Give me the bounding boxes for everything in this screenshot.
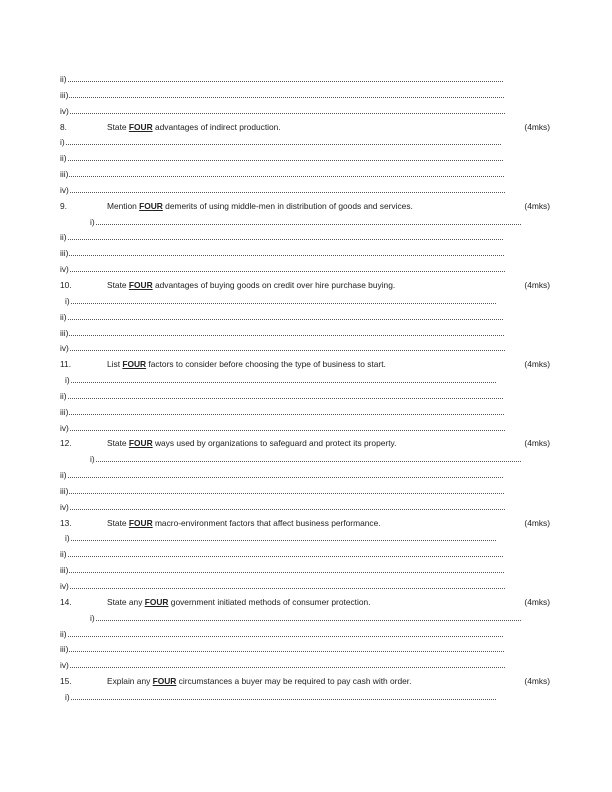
question-text (107, 595, 510, 611)
answer-blank[interactable] (68, 154, 503, 161)
answer-label: iv) (60, 264, 69, 275)
answer-line[interactable] (60, 468, 550, 484)
answer-line[interactable] (60, 88, 550, 104)
answer-blank[interactable] (96, 218, 521, 225)
answer-label: i) (90, 612, 95, 623)
answer-blank[interactable] (68, 630, 503, 637)
answer-blank[interactable] (70, 107, 505, 114)
question-post: ways used by organizations to safeguard and protect its property. (152, 438, 397, 449)
answer-line[interactable] (60, 341, 550, 357)
answer-label: iii) (60, 169, 69, 180)
question-pre: Explain any (107, 676, 153, 687)
answer-label: i) (65, 295, 70, 306)
question-15 (60, 674, 550, 690)
answer-blank[interactable] (68, 392, 503, 399)
answer-line[interactable] (60, 627, 550, 643)
answer-label: i) (90, 216, 95, 227)
answer-line[interactable] (60, 183, 550, 199)
answer-line[interactable] (60, 262, 550, 278)
answer-label: iv) (60, 581, 69, 591)
answer-blank[interactable] (69, 170, 504, 177)
answer-line[interactable] (60, 547, 550, 563)
question-marks: (4mks) (524, 676, 550, 687)
question-13 (60, 516, 550, 532)
question-post: advantages of indirect production. (152, 121, 281, 132)
question-number: 9. (60, 200, 67, 211)
answer-label: iv) (60, 343, 69, 354)
answer-label: ii) (60, 232, 67, 243)
question-12 (60, 436, 550, 452)
answer-line[interactable] (60, 151, 550, 167)
answer-line[interactable] (60, 215, 550, 231)
question-pre: State (107, 438, 129, 449)
answer-label: iii) (60, 89, 69, 100)
answer-blank[interactable] (68, 471, 503, 478)
answer-label: i) (90, 454, 95, 465)
question-keyword: FOUR (139, 200, 163, 211)
answer-label: iv) (60, 184, 69, 195)
answer-label: i) (65, 533, 70, 544)
answer-line[interactable] (60, 230, 550, 246)
answer-label: iv) (60, 105, 69, 116)
question-post: factors to consider before choosing the type of business to start. (146, 359, 386, 370)
answer-label: i) (65, 375, 70, 386)
answer-line[interactable] (60, 421, 550, 437)
answer-blank[interactable] (69, 645, 504, 652)
question-pre: State (107, 517, 129, 528)
question-text (107, 516, 510, 532)
question-post: demerits of using middle-men in distribution of goods and services. (162, 200, 413, 211)
answer-blank[interactable] (70, 424, 505, 431)
answer-line[interactable] (60, 484, 550, 500)
answer-label: iii) (60, 248, 69, 259)
answer-blank[interactable] (69, 91, 504, 98)
answer-label: ii) (60, 628, 67, 639)
answer-label: ii) (60, 74, 67, 84)
answer-blank[interactable] (70, 582, 505, 589)
answer-line[interactable] (60, 104, 550, 120)
exam-page (60, 72, 550, 706)
question-post: circumstances a buyer may be required to pay cash with order. (176, 676, 412, 687)
question-keyword: FOUR (128, 517, 153, 528)
answer-line[interactable] (60, 642, 550, 658)
answer-line[interactable] (60, 452, 550, 468)
answer-line[interactable] (60, 326, 550, 342)
question-marks: (4mks) (524, 517, 550, 528)
question-pre: List (107, 359, 123, 370)
answer-blank[interactable] (68, 75, 503, 82)
answer-line[interactable] (60, 389, 550, 405)
answer-blank[interactable] (70, 344, 505, 351)
answer-blank[interactable] (69, 249, 504, 256)
answer-label: ii) (60, 311, 67, 322)
question-keyword: FOUR (122, 359, 147, 370)
answer-line[interactable] (60, 294, 550, 310)
answer-line[interactable] (60, 373, 550, 389)
question-keyword: FOUR (144, 596, 169, 607)
question-pre: Mention (107, 200, 140, 211)
answer-label: i) (60, 137, 65, 148)
answer-label: ii) (60, 153, 67, 164)
answer-label: iv) (60, 660, 69, 671)
answer-label: ii) (60, 470, 67, 481)
answer-blank[interactable] (68, 550, 503, 557)
answer-blank[interactable] (71, 297, 496, 304)
answer-label: iii) (60, 485, 69, 496)
answer-line[interactable] (60, 611, 550, 627)
answer-line[interactable] (60, 500, 550, 516)
question-10 (60, 278, 550, 294)
question-marks: (4mks) (524, 279, 550, 290)
question-text (107, 199, 510, 215)
question-text (107, 674, 510, 690)
answer-blank[interactable] (71, 534, 496, 541)
question-keyword: FOUR (128, 279, 153, 290)
question-number: 15. (60, 676, 72, 687)
question-marks: (4mks) (524, 438, 550, 449)
question-number: 8. (60, 121, 67, 132)
answer-label: iv) (60, 422, 69, 433)
answer-label: ii) (60, 390, 67, 401)
answer-line[interactable] (60, 72, 550, 88)
answer-label: iii) (60, 327, 69, 338)
question-text (107, 278, 510, 294)
answer-line[interactable] (60, 658, 550, 674)
answer-blank[interactable] (71, 376, 496, 383)
answer-line[interactable] (60, 690, 550, 706)
answer-blank[interactable] (66, 138, 501, 145)
answer-line[interactable] (60, 531, 550, 547)
question-text (107, 357, 510, 373)
answer-blank[interactable] (70, 503, 505, 510)
question-number: 14. (60, 596, 72, 607)
question-number: 13. (60, 517, 72, 528)
answer-blank[interactable] (68, 313, 503, 320)
question-marks: (4mks) (524, 121, 550, 132)
answer-line[interactable] (60, 167, 550, 183)
question-text (107, 120, 510, 136)
question-number: 11. (60, 359, 72, 370)
question-post: government initiated methods of consumer protection. (168, 596, 371, 607)
question-keyword: FOUR (128, 121, 153, 132)
answer-blank[interactable] (70, 186, 505, 193)
answer-label: iii) (60, 565, 69, 576)
answer-label: iii) (60, 644, 69, 655)
question-11 (60, 357, 550, 373)
question-9 (60, 199, 550, 215)
answer-blank[interactable] (69, 408, 504, 415)
question-keyword: FOUR (152, 676, 177, 687)
answer-label: ii) (60, 549, 67, 560)
answer-blank[interactable] (70, 661, 505, 668)
question-text (107, 436, 510, 452)
answer-line[interactable] (60, 405, 550, 421)
question-8 (60, 120, 550, 136)
question-post: advantages of buying goods on credit over hire purchase buying. (152, 279, 396, 290)
answer-line[interactable] (60, 310, 550, 326)
answer-label: iv) (60, 501, 69, 512)
question-14 (60, 595, 550, 611)
question-marks: (4mks) (524, 200, 550, 211)
question-marks: (4mks) (524, 596, 550, 607)
question-post: macro-environment factors that affect business performance. (152, 517, 381, 528)
question-pre: State (107, 279, 129, 290)
answer-blank[interactable] (69, 329, 504, 336)
question-number: 10. (60, 279, 72, 290)
question-pre: State (107, 121, 129, 132)
answer-blank[interactable] (68, 233, 503, 240)
answer-label: iii) (60, 406, 69, 417)
question-keyword: FOUR (128, 438, 153, 449)
answer-blank[interactable] (96, 455, 521, 462)
answer-blank[interactable] (69, 566, 504, 573)
question-pre: State any (107, 596, 145, 607)
answer-blank[interactable] (96, 614, 521, 621)
answer-blank[interactable] (71, 693, 496, 700)
answer-line[interactable] (60, 579, 550, 595)
question-marks: (4mks) (524, 359, 550, 370)
answer-line[interactable] (60, 563, 550, 579)
answer-line[interactable] (60, 135, 550, 151)
answer-label: i) (65, 691, 70, 702)
answer-line[interactable] (60, 246, 550, 262)
answer-blank[interactable] (70, 265, 505, 272)
question-number: 12. (60, 438, 72, 449)
answer-blank[interactable] (69, 487, 504, 494)
